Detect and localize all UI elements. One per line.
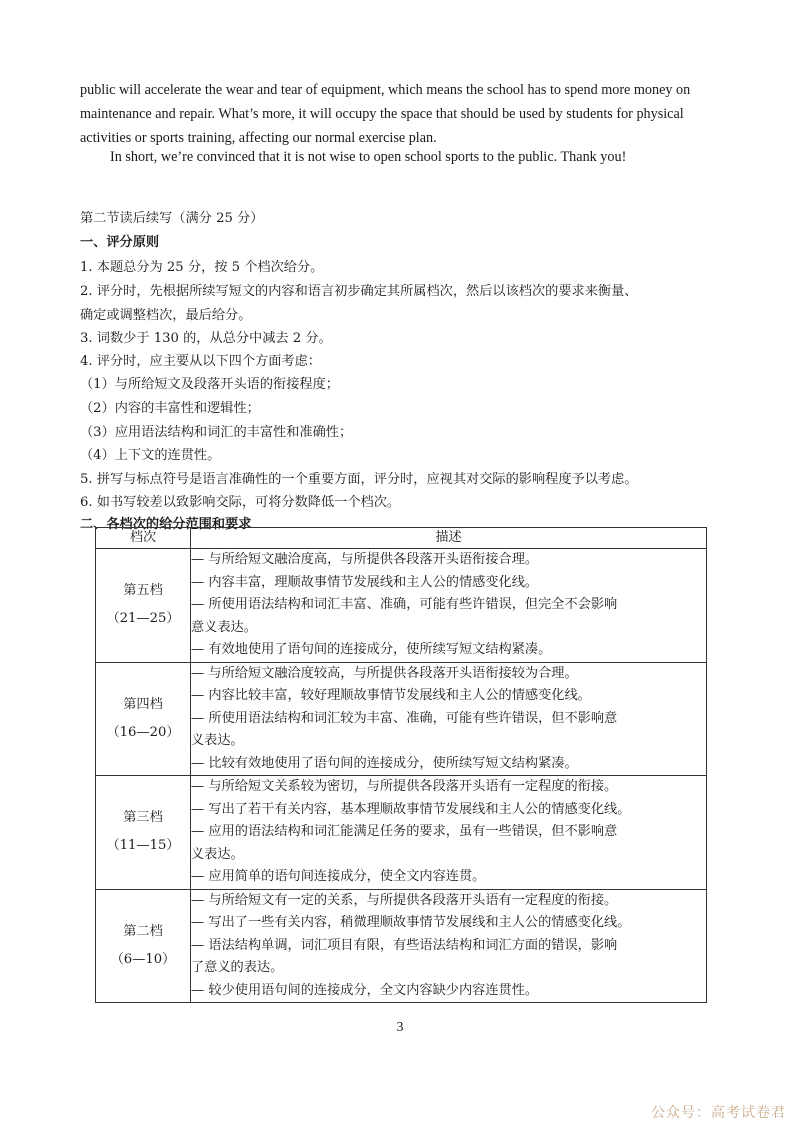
grade-range: （16—20） [106, 724, 180, 740]
rule-line: （3）应用语法结构和词汇的丰富性和准确性； [80, 425, 353, 440]
rule-line: 2. 评分时，先根据所续写短文的内容和语言初步确定其所属档次，然后以该档次的要求来衡量、 [80, 284, 638, 299]
grade-level-cell [96, 889, 191, 1003]
grade-description [191, 662, 707, 776]
essay-paragraph-1: public will accelerate the wear and tear of equipment, which means the school has to spend more money on maintenance and repair. What’s more, it will occupy the space that should be used by students for physical activities or sports training, affecting our normal exercise plan. [80, 82, 691, 146]
grade-description [191, 549, 707, 663]
grade-range: （6—10） [110, 951, 176, 967]
rule-line: 6. 如书写较差以致影响交际，可将分数降低一个档次。 [80, 495, 401, 510]
grade-description [191, 776, 707, 890]
grade-range: （11—15） [106, 838, 180, 854]
heading-grade-ranges: 二、各档次的给分范围和要求 [80, 517, 252, 532]
grade-level: 第五档 [123, 583, 163, 599]
description-line: — 语法结构单调，词汇项目有限，有些语法结构和词汇方面的错误，影响 [191, 937, 618, 953]
rule-line: 1. 本题总分为 25 分，按 5 个档次给分。 [80, 260, 324, 275]
grade-description [191, 889, 707, 1003]
watermark-text: 公众号：高考试卷君 [651, 1105, 786, 1121]
section-title: 第二节读后续写（满分 25 分） [80, 211, 264, 226]
header-level: 档次 [96, 528, 191, 549]
description-line: 意义表达。 [191, 619, 257, 635]
description-line: — 与所给短文关系较为密切，与所提供各段落开头语有一定程度的衔接。 [191, 779, 618, 794]
description-line: — 写出了若干有关内容，基本理顺故事情节发展线和主人公的情感变化线。 [191, 801, 631, 817]
description-line: 义表达。 [191, 733, 244, 748]
essay-paragraph-2: In short, we’re convinced that it is not wise to open school sports to the public. Thank you! [110, 149, 627, 165]
description-line: — 有效地使用了语句间的连接成分，使所续写短文结构紧凑。 [191, 642, 552, 657]
rule-line: 5. 拼写与标点符号是语言准确性的一个重要方面，评分时，应视其对交际的影响程度予以考虑。 [80, 472, 638, 487]
description-line: — 写出了一些有关内容，稍微理顺故事情节发展线和主人公的情感变化线。 [191, 915, 631, 930]
description-line: — 比较有效地使用了语句间的连接成分，使所续写短文结构紧凑。 [191, 755, 578, 771]
description-line: — 内容比较丰富，较好理顺故事情节发展线和主人公的情感变化线。 [191, 688, 591, 703]
grade-level-cell [96, 549, 191, 663]
description-line: — 较少使用语句间的连接成分，全文内容缺少内容连贯性。 [191, 982, 539, 998]
grade-range: （21—25） [106, 611, 180, 627]
description-line: — 内容丰富，理顺故事情节发展线和主人公的情感变化线。 [191, 574, 539, 590]
grade-level: 第三档 [123, 810, 163, 826]
grade-level: 第二档 [123, 923, 163, 939]
description-line: — 与所给短文有一定的关系，与所提供各段落开头语有一定程度的衔接。 [191, 892, 618, 908]
grade-table [95, 527, 707, 1003]
table-row [96, 662, 707, 776]
heading-scoring-principles: 一、评分原则 [80, 235, 160, 250]
description-line: — 应用的语法结构和词汇能满足任务的要求，虽有一些错误，但不影响意 [191, 824, 618, 839]
grade-level-cell [96, 662, 191, 776]
rule-line: 3. 词数少于 130 的，从总分中减去 2 分。 [80, 331, 332, 346]
rule-line: （2）内容的丰富性和逻辑性； [80, 401, 260, 416]
description-line: — 所使用语法结构和词汇丰富、准确，可能有些许错误，但完全不会影响 [191, 597, 618, 612]
page-number: 3 [396, 1020, 404, 1035]
header-description: 描述 [191, 528, 707, 549]
description-line: — 与所给短文融洽度较高，与所提供各段落开头语衔接较为合理。 [191, 665, 578, 681]
rule-line: （4）上下文的连贯性。 [80, 448, 221, 463]
description-line: 了意义的表达。 [191, 960, 284, 975]
rule-line: （1）与所给短文及段落开头语的衔接程度； [80, 377, 339, 392]
description-line: — 所使用语法结构和词汇较为丰富、准确，可能有些许错误，但不影响意 [191, 710, 618, 726]
rule-line: 确定或调整档次，最后给分。 [80, 308, 252, 323]
description-line: — 与所给短文融洽度高，与所提供各段落开头语衔接合理。 [191, 552, 539, 567]
grade-level: 第四档 [123, 696, 163, 712]
table-row [96, 889, 707, 1003]
description-line: — 应用简单的语句间连接成分，使全文内容连贯。 [191, 869, 486, 884]
rule-line: 4. 评分时，应主要从以下四个方面考虑： [80, 354, 321, 369]
table-header-row [96, 528, 707, 549]
grade-level-cell [96, 776, 191, 890]
description-line: 义表达。 [191, 846, 244, 862]
table-row [96, 549, 707, 663]
table-row [96, 776, 707, 890]
